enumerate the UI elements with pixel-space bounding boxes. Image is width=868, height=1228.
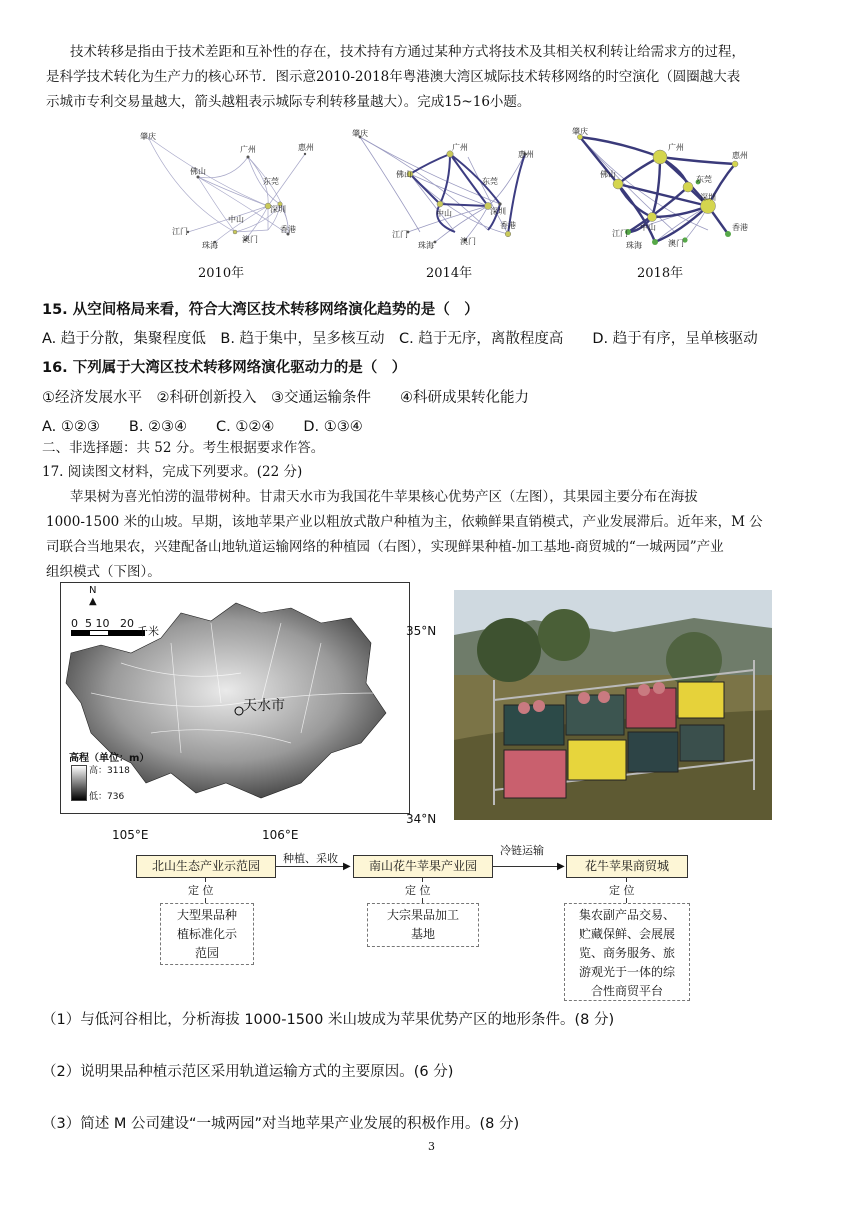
page-number: 3 <box>428 1140 435 1153</box>
intro-line-1: 技术转移是指由于技术差距和互补性的存在，技术持有方通过某种方式将技术及其相关权利转让给需求方的过程， <box>70 44 745 60</box>
flow-arrow-1-label: 种植、采收 <box>283 852 338 865</box>
year-label-2014: 2014年 <box>426 266 473 281</box>
north-arrow-icon: N ▲ <box>89 585 97 607</box>
city-label: 东莞 <box>482 177 498 186</box>
city-label: 香港 <box>500 221 516 230</box>
q17-para-3: 司联合当地果农，兴建配备山地轨道运输网络的种植园（右图），实现鲜果种植-加工基地-商贸城的“一城两园”产业 <box>46 539 724 555</box>
city-label: 惠州 <box>732 151 748 160</box>
q17-para-4: 组织模式（下图）。 <box>46 564 161 580</box>
city-label: 澳门 <box>668 239 684 248</box>
city-label: 东莞 <box>696 175 712 184</box>
subq-2: （2）说明果品种植示范区采用轨道运输方式的主要原因。(6 分) <box>42 1064 454 1080</box>
city-label: 肇庆 <box>352 129 368 138</box>
subq-1: （1）与低河谷相比，分析海拔 1000-1500 米山坡成为苹果优势产区的地形条件。(8 分) <box>42 1012 615 1028</box>
network-2014 <box>352 128 534 250</box>
city-label: 佛山 <box>396 170 412 179</box>
desc-box-2: 大宗果品加工 基地 <box>367 903 479 947</box>
legend-high: 高：3118 <box>89 766 130 776</box>
lat-34: 34°N <box>406 812 437 826</box>
city-label: 深圳 <box>700 193 716 202</box>
city-label: 江门 <box>172 227 188 236</box>
flow-arrow-1 <box>275 866 347 867</box>
elevation-map <box>60 582 410 814</box>
lat-35: 35°N <box>406 624 437 638</box>
orchard-rail-photo <box>454 590 772 820</box>
desc-box-3: 集农副产品交易、 贮藏保鲜、会展展 览、商务服务、旅 游观光于一体的综 合性商贸平台 <box>564 903 690 1001</box>
city-label: 肇庆 <box>572 127 588 136</box>
position-label-3: 定 位 <box>609 884 635 897</box>
q16-stem: 16. 下列属于大湾区技术转移网络演化驱动力的是（ ） <box>42 360 407 376</box>
city-label: 珠海 <box>418 241 434 250</box>
city-label: 佛山 <box>190 167 206 176</box>
flow-arrow-2 <box>492 866 562 867</box>
legend-low: 低：736 <box>89 792 125 802</box>
city-label: 中山 <box>640 223 656 232</box>
intro-line-3: 示城市专利交易量越大，箭头越粗表示城际专利转移量越大）。完成15~16小题。 <box>46 94 531 110</box>
network-2018 <box>572 126 748 250</box>
city-label: 澳门 <box>242 235 258 244</box>
subq-3: （3）简述 M 公司建设“一城两园”对当地苹果产业发展的积极作用。(8 分) <box>42 1116 520 1132</box>
q15-options: A. 趋于分散，集聚程度低 B. 趋于集中，呈多核互动 C. 趋于无序，离散程度高 D. 趋于有序，呈单核驱动 <box>42 331 758 347</box>
desc-box-1: 大型果品种 植标准化示 范园 <box>160 903 254 965</box>
city-label: 广州 <box>240 145 256 154</box>
intro-line-2: 是科学技术转化为生产力的核心环节．图示意2010-2018年粤港澳大湾区城际技术转移网络的时空演化（圆圈越大表 <box>46 69 741 85</box>
city-label: 江门 <box>392 230 408 239</box>
city-label: 深圳 <box>490 207 506 216</box>
city-label-tianshui: 天水市 <box>243 698 285 714</box>
city-label: 中山 <box>436 209 452 218</box>
city-label: 澳门 <box>460 237 476 246</box>
q17-para-2: 1000-1500 米的山坡。早期，该地苹果产业以粗放式散户种植为主，依赖鲜果直销模式，产业发展滞后。近年来，M 公 <box>46 514 763 530</box>
year-label-2010: 2010年 <box>198 266 245 281</box>
flow-arrow-2-label: 冷链运输 <box>500 844 544 857</box>
city-label: 肇庆 <box>140 132 156 141</box>
section-2-heading: 二、非选择题：共 52 分。考生根据要求作答。 <box>42 440 325 456</box>
flow-box-nanshan: 南山花牛苹果产业园 <box>353 855 493 878</box>
city-label: 广州 <box>668 143 684 152</box>
city-label: 东莞 <box>263 177 279 186</box>
flow-box-beishan: 北山生态产业示范园 <box>136 855 276 878</box>
q15-stem: 15. 从空间格局来看，符合大湾区技术转移网络演化趋势的是（ ） <box>42 302 479 318</box>
lon-106: 106°E <box>262 828 299 842</box>
arrowhead-icon: ▶ <box>343 861 351 872</box>
city-label: 珠海 <box>202 241 218 250</box>
scale-bar: 0 5 10 20 <box>71 617 181 636</box>
position-label-1: 定 位 <box>188 884 214 897</box>
legend-title: 高程（单位：m） <box>69 753 150 764</box>
city-label: 广州 <box>452 143 468 152</box>
arrowhead-icon: ▶ <box>557 861 565 872</box>
city-label: 珠海 <box>626 241 642 250</box>
city-label: 惠州 <box>518 150 534 159</box>
q16-items: ①经济发展水平 ②科研创新投入 ③交通运输条件 ④科研成果转化能力 <box>42 390 529 406</box>
city-label: 香港 <box>280 225 296 234</box>
city-label: 深圳 <box>270 205 286 214</box>
city-label: 江门 <box>612 229 628 238</box>
flow-box-shangmaocheng: 花牛苹果商贸城 <box>566 855 688 878</box>
legend-ramp <box>71 765 87 801</box>
scale-unit: 千米 <box>137 625 159 638</box>
lon-105: 105°E <box>112 828 149 842</box>
q17-heading: 17. 阅读图文材料，完成下列要求。(22 分) <box>42 464 303 480</box>
city-label: 香港 <box>732 223 748 232</box>
year-label-2018: 2018年 <box>637 266 684 281</box>
network-2010 <box>140 131 314 250</box>
city-label: 中山 <box>228 215 244 224</box>
city-label: 惠州 <box>298 143 314 152</box>
q17-para-1: 苹果树为喜光怕涝的温带树种。甘肃天水市为我国花牛苹果核心优势产区（左图），其果园主要分布在海拔 <box>70 489 698 505</box>
network-diagrams <box>120 122 760 282</box>
q16-options: A. ①②③ B. ②③④ C. ①②④ D. ①③④ <box>42 419 363 435</box>
city-label: 佛山 <box>600 170 616 179</box>
position-label-2: 定 位 <box>405 884 431 897</box>
